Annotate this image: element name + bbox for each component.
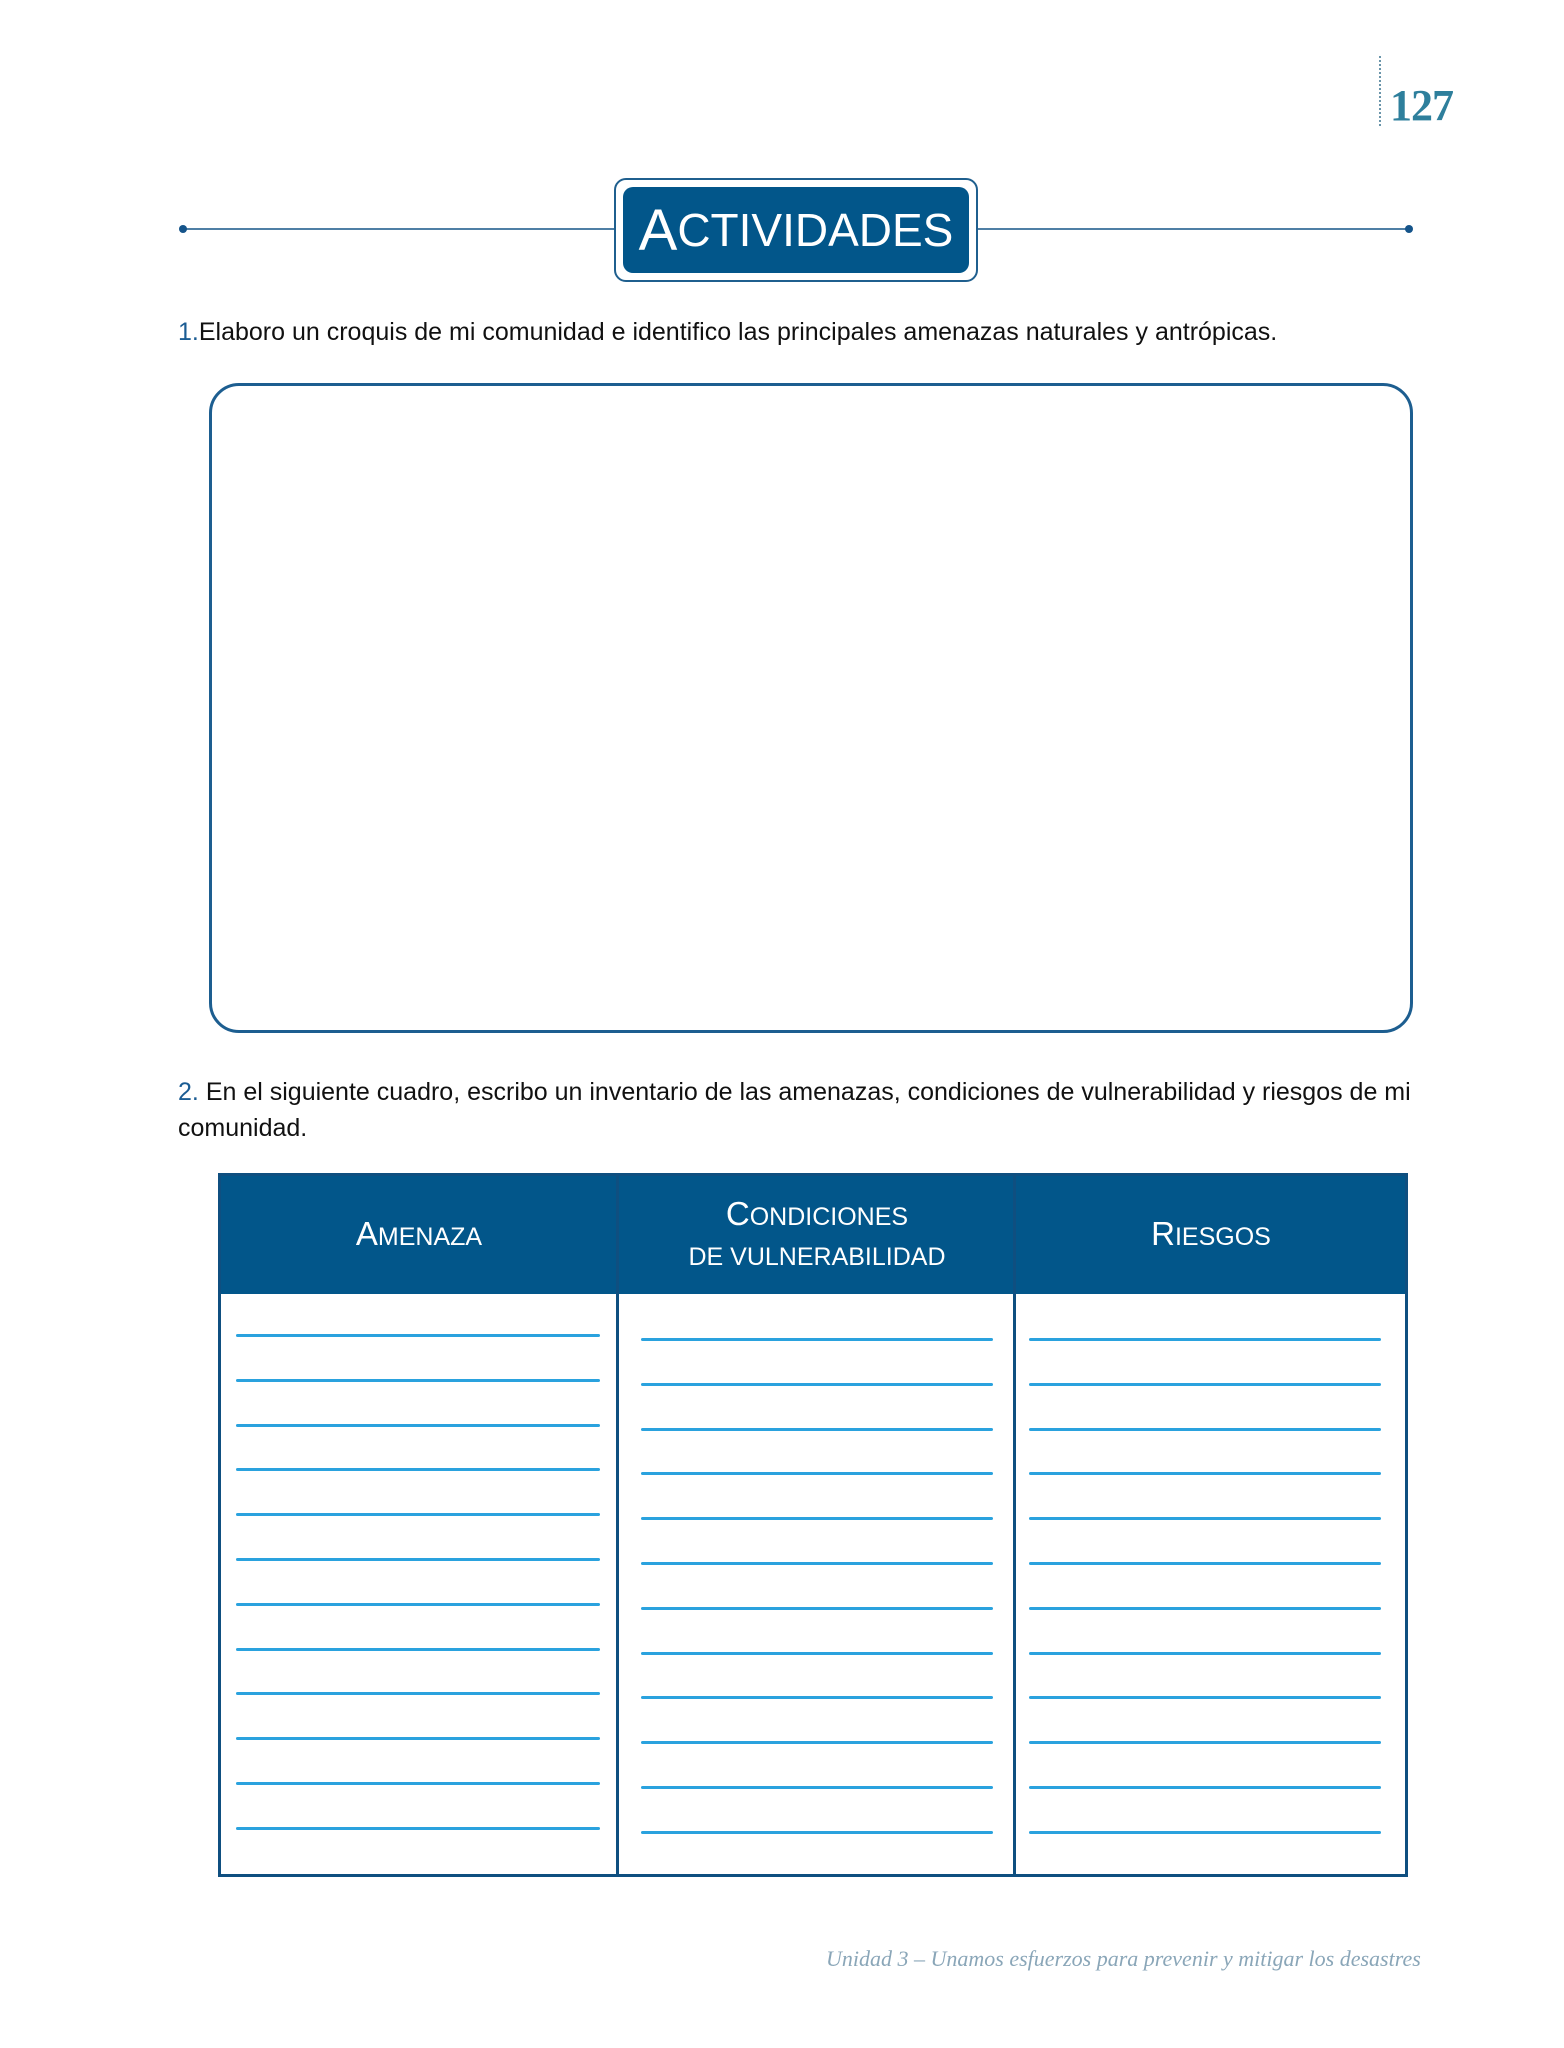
writing-line-amenaza[interactable] xyxy=(236,1379,600,1382)
column-divider xyxy=(616,1176,619,1874)
table-header xyxy=(221,1176,1405,1294)
writing-line-amenaza[interactable] xyxy=(236,1692,600,1695)
header-rest: MENAZA xyxy=(377,1222,483,1251)
activity-text: Elaboro un croquis de mi comunidad e identifico las principales amenazas naturales y antrópicas. xyxy=(198,318,1278,346)
title-rule-left-dot xyxy=(179,225,187,233)
writing-line-riesgos[interactable] xyxy=(1029,1652,1381,1655)
writing-line-condiciones[interactable] xyxy=(641,1383,993,1386)
column-header-amenaza xyxy=(221,1176,617,1294)
section-title-initial: A xyxy=(638,197,678,263)
writing-line-condiciones[interactable] xyxy=(641,1652,993,1655)
writing-line-amenaza[interactable] xyxy=(236,1513,600,1516)
writing-line-riesgos[interactable] xyxy=(1029,1428,1381,1431)
writing-line-amenaza[interactable] xyxy=(236,1603,600,1606)
column-header-riesgos xyxy=(1017,1176,1405,1294)
writing-line-condiciones[interactable] xyxy=(641,1338,993,1341)
writing-line-condiciones[interactable] xyxy=(641,1741,993,1744)
title-rule-right-dot xyxy=(1405,225,1413,233)
section-title xyxy=(623,187,969,273)
header-rest: ONDICIONES xyxy=(749,1202,909,1231)
column-divider xyxy=(1013,1176,1016,1874)
writing-line-condiciones[interactable] xyxy=(641,1562,993,1565)
writing-line-amenaza[interactable] xyxy=(236,1827,600,1830)
column-header-condiciones xyxy=(620,1176,1014,1294)
writing-line-amenaza[interactable] xyxy=(236,1468,600,1471)
header-initial: A xyxy=(355,1214,378,1252)
writing-line-riesgos[interactable] xyxy=(1029,1338,1381,1341)
writing-line-riesgos[interactable] xyxy=(1029,1607,1381,1610)
writing-line-riesgos[interactable] xyxy=(1029,1472,1381,1475)
writing-line-riesgos[interactable] xyxy=(1029,1562,1381,1565)
writing-line-condiciones[interactable] xyxy=(641,1517,993,1520)
section-title-rest: CTIVIDADES xyxy=(677,204,954,256)
writing-line-amenaza[interactable] xyxy=(236,1648,600,1651)
writing-line-amenaza[interactable] xyxy=(236,1782,600,1785)
writing-line-riesgos[interactable] xyxy=(1029,1383,1381,1386)
page-number: 127 xyxy=(1390,81,1453,130)
writing-line-condiciones[interactable] xyxy=(641,1472,993,1475)
writing-line-amenaza[interactable] xyxy=(236,1334,600,1337)
writing-line-amenaza[interactable] xyxy=(236,1424,600,1427)
writing-line-amenaza[interactable] xyxy=(236,1558,600,1561)
writing-line-condiciones[interactable] xyxy=(641,1607,993,1610)
header-initial: R xyxy=(1151,1214,1175,1252)
header-line2: DE VULNERABILIDAD xyxy=(688,1242,946,1271)
writing-line-riesgos[interactable] xyxy=(1029,1696,1381,1699)
footer-unit-title: Unidad 3 – Unamos esfuerzos para prevenir y mitigar los desastres xyxy=(826,1946,1421,1971)
writing-line-condiciones[interactable] xyxy=(641,1428,993,1431)
writing-line-riesgos[interactable] xyxy=(1029,1831,1381,1834)
header-rest: IESGOS xyxy=(1174,1222,1271,1251)
writing-line-condiciones[interactable] xyxy=(641,1831,993,1834)
activity-number: 2. xyxy=(178,1078,199,1106)
activity-2-prompt xyxy=(178,1074,1418,1146)
inventory-table xyxy=(218,1173,1408,1877)
activity-text: En el siguiente cuadro, escribo un inventario de las amenazas, condiciones de vulnerabilidad y riesgos de mi comunidad. xyxy=(178,1078,1411,1142)
activity-1-prompt xyxy=(178,318,1277,347)
writing-line-condiciones[interactable] xyxy=(641,1696,993,1699)
sketch-box[interactable] xyxy=(209,383,1413,1033)
page-number-divider xyxy=(1379,56,1381,126)
writing-line-condiciones[interactable] xyxy=(641,1786,993,1789)
activity-number: 1. xyxy=(178,318,199,346)
header-initial: C xyxy=(725,1194,750,1232)
writing-line-riesgos[interactable] xyxy=(1029,1786,1381,1789)
writing-line-riesgos[interactable] xyxy=(1029,1517,1381,1520)
writing-line-riesgos[interactable] xyxy=(1029,1741,1381,1744)
writing-line-amenaza[interactable] xyxy=(236,1737,600,1740)
